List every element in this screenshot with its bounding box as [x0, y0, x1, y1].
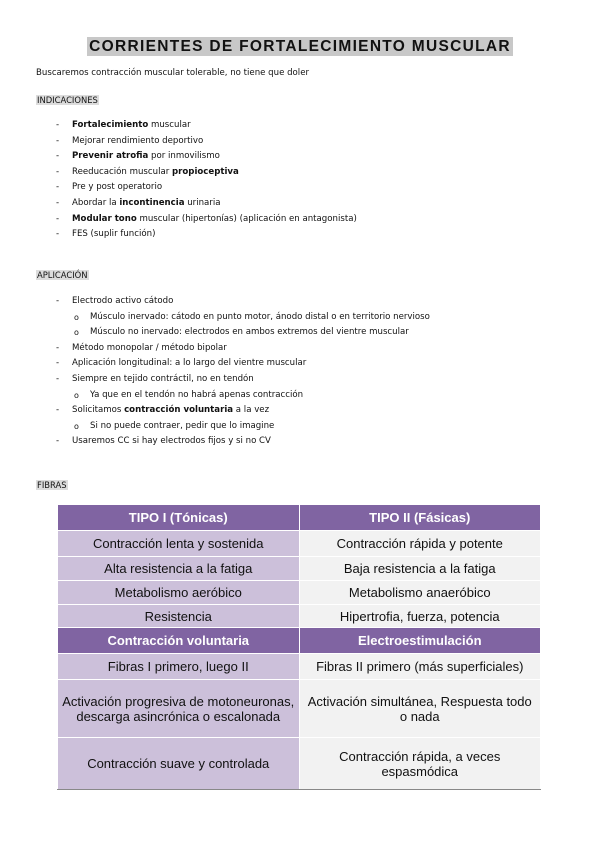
list-item: - Prevenir atrofia por inmovilismo — [56, 149, 357, 165]
table-row — [58, 581, 541, 605]
table-cell: Electroestimulación — [299, 628, 541, 654]
table-row — [58, 738, 541, 790]
list-item: - Modular tono muscular (hipertonías) (aplicación en antagonista) — [56, 212, 357, 228]
list-item: o Músculo no inervado: electrodos en ambos extremos del vientre muscular — [56, 325, 430, 341]
intro-text: Buscaremos contracción muscular tolerable, no tiene que doler — [36, 68, 310, 78]
indicaciones-list — [56, 118, 357, 243]
table-cell: Contracción rápida, a veces espasmódica — [299, 738, 541, 790]
table-cell: Alta resistencia a la fatiga — [58, 557, 300, 581]
page-title — [0, 36, 600, 56]
table-cell: Metabolismo aeróbico — [58, 581, 300, 605]
list-item: o Ya que en el tendón no habrá apenas contracción — [56, 388, 430, 404]
list-item: - Mejorar rendimiento deportivo — [56, 134, 357, 150]
aplicacion-list — [56, 294, 430, 450]
table-cell: Hipertrofia, fuerza, potencia — [299, 605, 541, 628]
list-item: - Aplicación longitudinal: a lo largo del vientre muscular — [56, 356, 430, 372]
section-heading-indicaciones: INDICACIONES — [37, 95, 98, 105]
table-cell: Contracción lenta y sostenida — [58, 531, 300, 557]
table-cell: Contracción rápida y potente — [299, 531, 541, 557]
table-header-row — [58, 628, 541, 654]
table-cell: Activación simultánea, Respuesta todo o nada — [299, 680, 541, 738]
list-item: - Electrodo activo cátodo — [56, 294, 430, 310]
table-cell: Contracción voluntaria — [58, 628, 300, 654]
table-cell: TIPO II (Fásicas) — [299, 505, 541, 531]
table-cell: Metabolismo anaeróbico — [299, 581, 541, 605]
table-header-row — [58, 505, 541, 531]
list-item: - Siempre en tejido contráctil, no en tendón — [56, 372, 430, 388]
list-item: - Solicitamos contracción voluntaria a la vez — [56, 403, 430, 419]
list-item: - Fortalecimiento muscular — [56, 118, 357, 134]
table-cell: Baja resistencia a la fatiga — [299, 557, 541, 581]
section-heading-fibras: FIBRAS — [37, 480, 67, 490]
table-cell: Fibras II primero (más superficiales) — [299, 654, 541, 680]
list-item: - Reeducación muscular propioceptiva — [56, 165, 357, 181]
list-item: - FES (suplir función) — [56, 227, 357, 243]
section-heading-aplicacion: APLICACIÓN — [37, 270, 88, 280]
table-cell: Contracción suave y controlada — [58, 738, 300, 790]
list-item: - Método monopolar / método bipolar — [56, 341, 430, 357]
list-item: - Pre y post operatorio — [56, 180, 357, 196]
table-cell: TIPO I (Tónicas) — [58, 505, 300, 531]
list-item: - Usaremos CC si hay electrodos fijos y si no CV — [56, 434, 430, 450]
table-cell: Fibras I primero, luego II — [58, 654, 300, 680]
table-row — [58, 605, 541, 628]
list-item: - Abordar la incontinencia urinaria — [56, 196, 357, 212]
page-title-text: CORRIENTES DE FORTALECIMIENTO MUSCULAR — [89, 38, 511, 55]
table-row — [58, 654, 541, 680]
list-item: o Si no puede contraer, pedir que lo imagine — [56, 419, 430, 435]
table-cell: Resistencia — [58, 605, 300, 628]
table-row — [58, 557, 541, 581]
fibras-table — [57, 504, 541, 790]
table-row — [58, 680, 541, 738]
list-item: o Músculo inervado: cátodo en punto motor, ánodo distal o en territorio nervioso — [56, 310, 430, 326]
table-row — [58, 531, 541, 557]
table-cell: Activación progresiva de motoneuronas, descarga asincrónica o escalonada — [58, 680, 300, 738]
